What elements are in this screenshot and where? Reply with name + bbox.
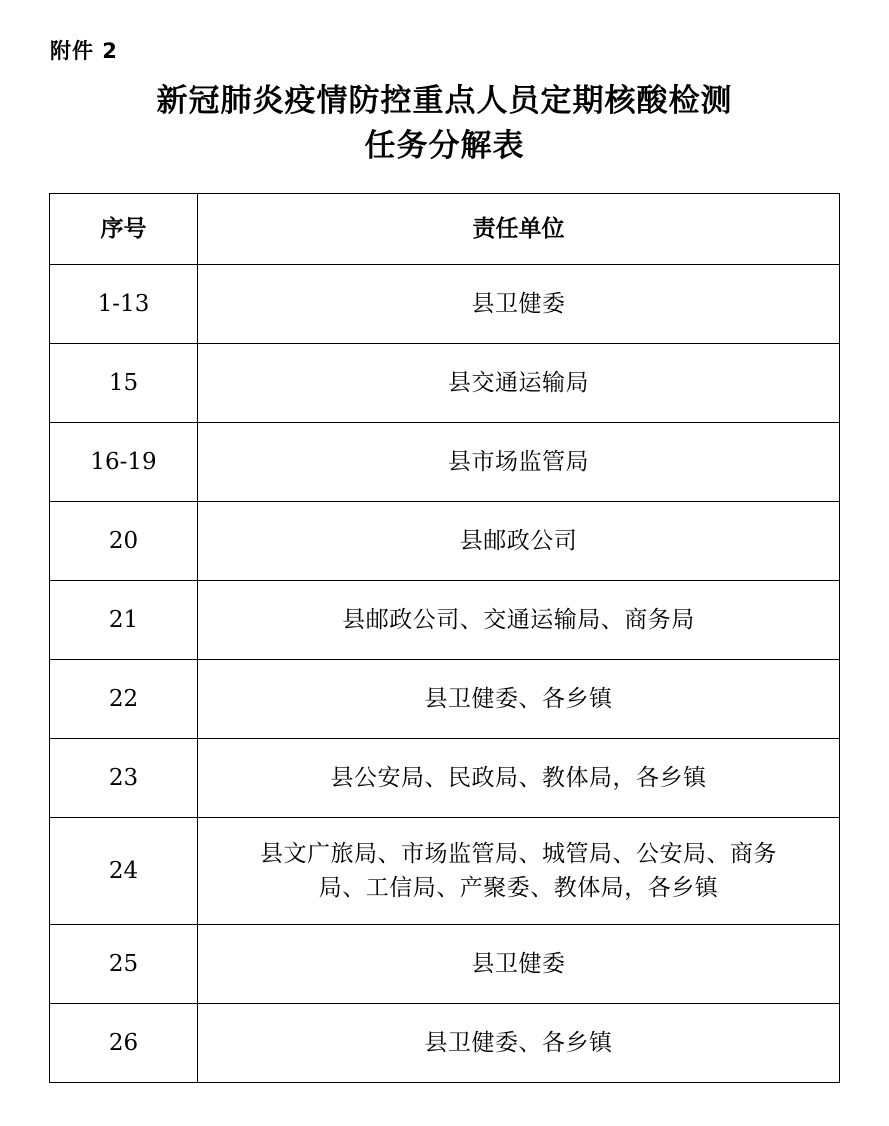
row-no: 26 bbox=[50, 1004, 198, 1083]
table-row bbox=[50, 818, 840, 925]
table-row bbox=[50, 502, 840, 581]
row-no: 1-13 bbox=[50, 265, 198, 344]
row-unit: 县公安局、民政局、教体局，各乡镇 bbox=[198, 739, 840, 818]
attachment-label: 附件 2 bbox=[50, 39, 118, 63]
row-no: 15 bbox=[50, 344, 198, 423]
table-header-row bbox=[50, 194, 840, 265]
page-title-line1: 新冠肺炎疫情防控重点人员定期核酸检测 bbox=[156, 83, 733, 120]
row-unit: 县市场监管局 bbox=[198, 423, 840, 502]
task-breakdown-table bbox=[49, 193, 840, 1083]
row-no: 16-19 bbox=[50, 423, 198, 502]
row-unit: 县邮政公司、交通运输局、商务局 bbox=[198, 581, 840, 660]
row-no: 22 bbox=[50, 660, 198, 739]
row-unit: 县卫健委、各乡镇 bbox=[198, 1004, 840, 1083]
row-unit: 县卫健委、各乡镇 bbox=[198, 660, 840, 739]
row-no: 20 bbox=[50, 502, 198, 581]
row-unit: 县交通运输局 bbox=[198, 344, 840, 423]
row-unit: 县卫健委 bbox=[198, 925, 840, 1004]
column-header-no: 序号 bbox=[50, 194, 198, 265]
column-header-unit: 责任单位 bbox=[198, 194, 840, 265]
row-no: 25 bbox=[50, 925, 198, 1004]
page-title-line2: 任务分解表 bbox=[364, 128, 525, 165]
table-row bbox=[50, 1004, 840, 1083]
table-row bbox=[50, 423, 840, 502]
row-no: 23 bbox=[50, 739, 198, 818]
table-row bbox=[50, 739, 840, 818]
table-row bbox=[50, 344, 840, 423]
row-unit: 县卫健委 bbox=[198, 265, 840, 344]
row-no: 21 bbox=[50, 581, 198, 660]
table-row bbox=[50, 581, 840, 660]
row-unit-line1: 县文广旅局、市场监管局、城管局、公安局、商务 bbox=[260, 840, 777, 867]
table-row bbox=[50, 265, 840, 344]
row-no: 24 bbox=[50, 818, 198, 925]
row-unit-line2: 局、工信局、产聚委、教体局，各乡镇 bbox=[318, 875, 719, 902]
row-unit: 县邮政公司 bbox=[198, 502, 840, 581]
page-title bbox=[105, 79, 785, 169]
row-unit bbox=[198, 818, 840, 925]
table-row bbox=[50, 925, 840, 1004]
table-row bbox=[50, 660, 840, 739]
